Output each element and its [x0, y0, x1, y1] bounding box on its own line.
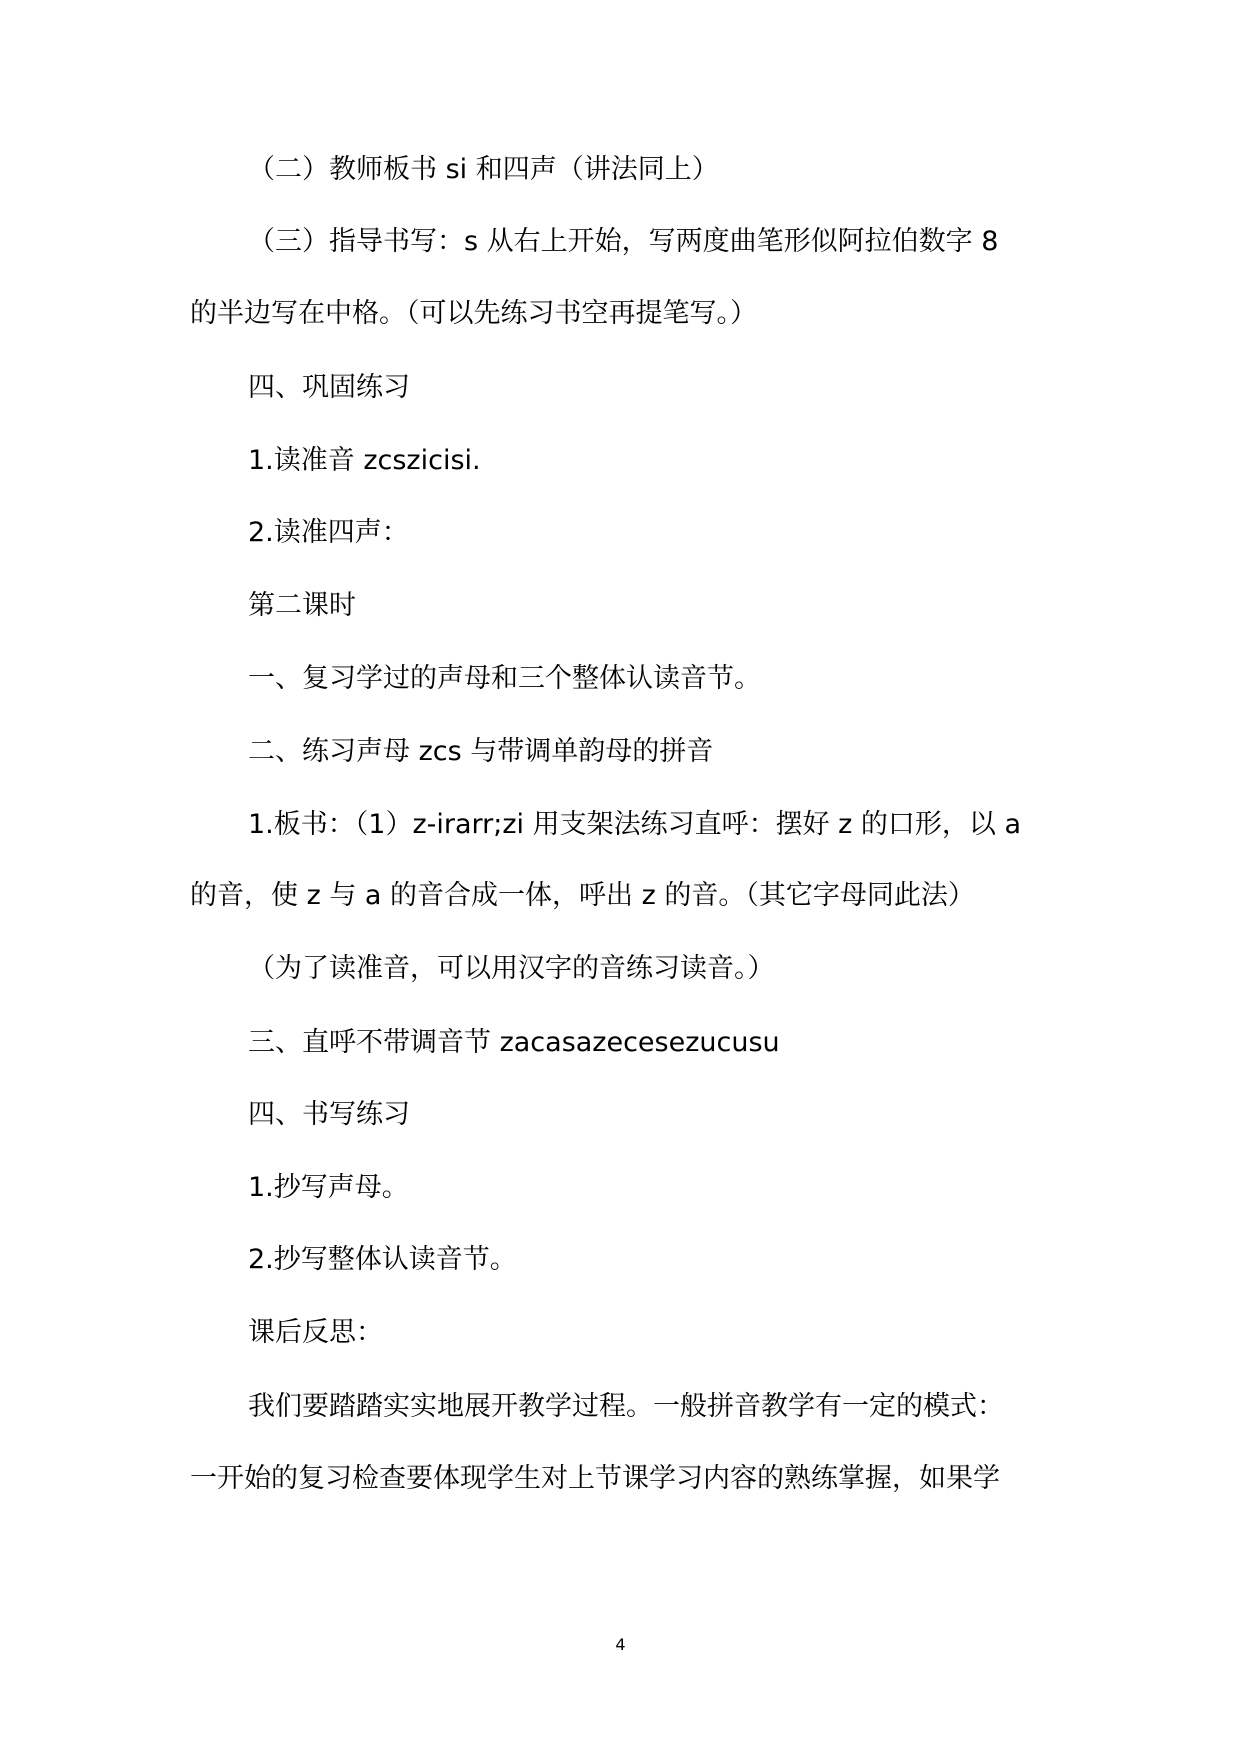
paragraph-line: 1.抄写声母。	[248, 1172, 409, 1203]
paragraph-line: 2.读准四声：	[248, 517, 409, 548]
paragraph-line: 的半边写在中格。（可以先练习书空再提笔写。）	[190, 298, 757, 329]
paragraph-line: 我们要踏踏实实地展开教学过程。一般拼音教学有一定的模式：	[248, 1391, 1004, 1422]
paragraph-line: （二）教师板书 si 和四声（讲法同上）	[248, 154, 719, 185]
section-heading: 课后反思：	[248, 1317, 383, 1348]
page-number: 4	[615, 1635, 626, 1654]
paragraph-line: （三）指导书写：s 从右上开始，写两度曲笔形似阿拉伯数字 8	[248, 226, 999, 257]
section-heading: 四、书写练习	[248, 1099, 410, 1130]
paragraph-line: 一开始的复习检查要体现学生对上节课学习内容的熟练掌握，如果学	[190, 1463, 1000, 1494]
section-heading: 四、巩固练习	[248, 372, 410, 403]
paragraph-line: 的音，使 z 与 a 的音合成一体，呼出 z 的音。（其它字母同此法）	[190, 880, 975, 911]
paragraph-line: 2.抄写整体认读音节。	[248, 1244, 517, 1275]
paragraph-line: （为了读准音，可以用汉字的音练习读音。）	[248, 953, 775, 984]
paragraph-line: 1.板书：（1）z-irarr;zi 用支架法练习直呼：摆好 z 的口形，以 a	[248, 809, 1022, 840]
paragraph-line: 1.读准音 zcszicisi.	[248, 445, 481, 476]
section-heading: 第二课时	[248, 590, 356, 621]
section-heading: 二、练习声母 zcs 与带调单韵母的拼音	[248, 736, 714, 767]
section-heading: 三、直呼不带调音节 zacasazecesezucusu	[248, 1027, 780, 1058]
section-heading: 一、复习学过的声母和三个整体认读音节。	[248, 663, 761, 694]
